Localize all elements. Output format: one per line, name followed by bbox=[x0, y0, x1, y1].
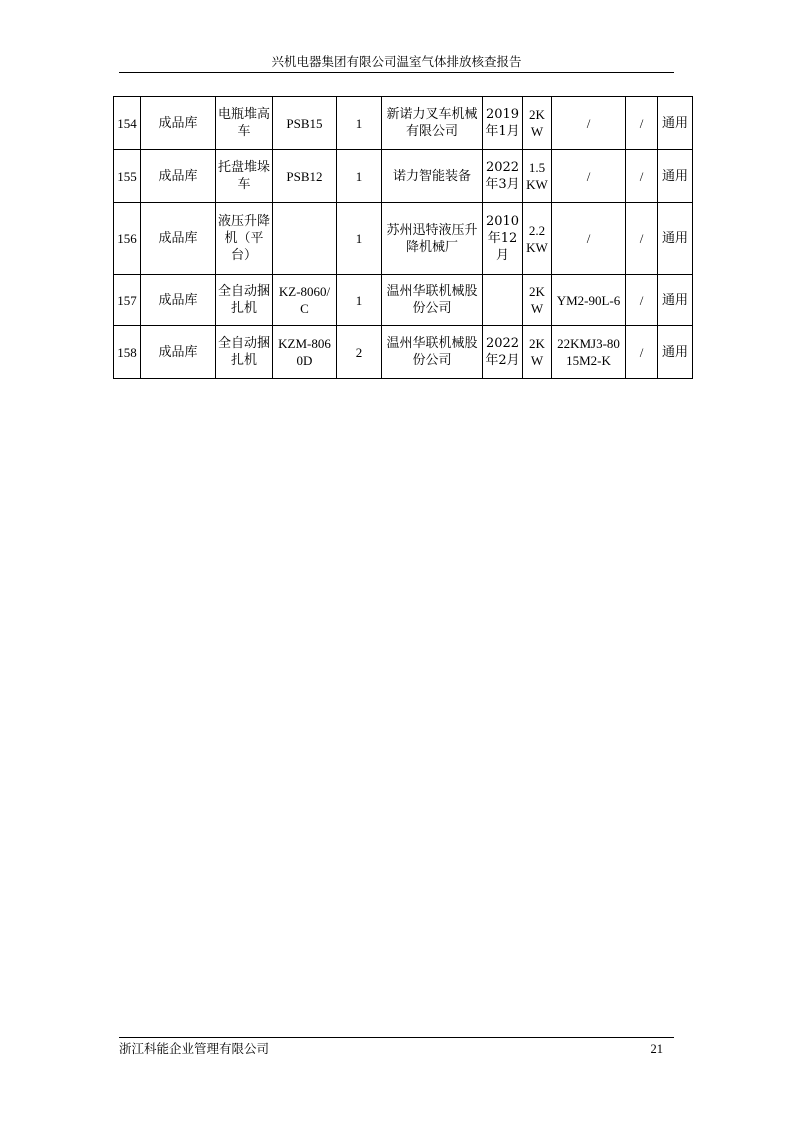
cell-equipment-name: 托盘堆垛车 bbox=[216, 150, 273, 203]
page-number: 21 bbox=[650, 1042, 663, 1056]
table-row bbox=[114, 275, 693, 326]
cell-manufacturer: 苏州迅特液压升降机械厂 bbox=[382, 203, 483, 275]
cell-no: 154 bbox=[114, 97, 141, 150]
cell-location: 成品库 bbox=[141, 275, 216, 326]
cell-motor-model: / bbox=[552, 150, 626, 203]
cell-usage: 通用 bbox=[658, 203, 693, 275]
cell-manufacturer: 新诺力叉车机械有限公司 bbox=[382, 97, 483, 150]
cell-quantity: 1 bbox=[337, 203, 382, 275]
cell-usage: 通用 bbox=[658, 326, 693, 379]
cell-quantity: 1 bbox=[337, 275, 382, 326]
cell-power: 2KW bbox=[523, 97, 552, 150]
cell-motor-model: / bbox=[552, 97, 626, 150]
cell-extra: / bbox=[626, 97, 658, 150]
cell-location: 成品库 bbox=[141, 203, 216, 275]
table-row bbox=[114, 326, 693, 379]
cell-power: 1.5KW bbox=[523, 150, 552, 203]
cell-motor-model: YM2-90L-6 bbox=[552, 275, 626, 326]
cell-location: 成品库 bbox=[141, 326, 216, 379]
table-row bbox=[114, 150, 693, 203]
cell-model: KZM-8060D bbox=[273, 326, 337, 379]
cell-location: 成品库 bbox=[141, 97, 216, 150]
cell-power: 2KW bbox=[523, 275, 552, 326]
page-header-title: 兴机电器集团有限公司温室气体排放核查报告 bbox=[271, 54, 522, 69]
cell-date: 2022年3月 bbox=[483, 150, 523, 203]
cell-extra: / bbox=[626, 326, 658, 379]
header-rule bbox=[119, 72, 674, 73]
cell-motor-model: / bbox=[552, 203, 626, 275]
cell-equipment-name: 全自动捆扎机 bbox=[216, 275, 273, 326]
cell-equipment-name: 液压升降机（平台） bbox=[216, 203, 273, 275]
cell-model: PSB15 bbox=[273, 97, 337, 150]
cell-quantity: 1 bbox=[337, 97, 382, 150]
cell-power: 2KW bbox=[523, 326, 552, 379]
cell-quantity: 1 bbox=[337, 150, 382, 203]
cell-date: 2019年1月 bbox=[483, 97, 523, 150]
cell-no: 157 bbox=[114, 275, 141, 326]
cell-equipment-name: 全自动捆扎机 bbox=[216, 326, 273, 379]
cell-model: KZ-8060/C bbox=[273, 275, 337, 326]
cell-date: 2022年2月 bbox=[483, 326, 523, 379]
cell-usage: 通用 bbox=[658, 150, 693, 203]
cell-date bbox=[483, 275, 523, 326]
footer-company: 浙江科能企业管理有限公司 bbox=[119, 1041, 270, 1056]
cell-equipment-name: 电瓶堆高车 bbox=[216, 97, 273, 150]
cell-no: 158 bbox=[114, 326, 141, 379]
cell-manufacturer: 温州华联机械股份公司 bbox=[382, 275, 483, 326]
cell-no: 156 bbox=[114, 203, 141, 275]
cell-extra: / bbox=[626, 203, 658, 275]
cell-motor-model: 22KMJ3-8015M2-K bbox=[552, 326, 626, 379]
cell-model: PSB12 bbox=[273, 150, 337, 203]
cell-location: 成品库 bbox=[141, 150, 216, 203]
cell-power: 2.2KW bbox=[523, 203, 552, 275]
cell-usage: 通用 bbox=[658, 275, 693, 326]
cell-model bbox=[273, 203, 337, 275]
cell-extra: / bbox=[626, 150, 658, 203]
cell-usage: 通用 bbox=[658, 97, 693, 150]
cell-quantity: 2 bbox=[337, 326, 382, 379]
cell-date: 2010年12月 bbox=[483, 203, 523, 275]
cell-no: 155 bbox=[114, 150, 141, 203]
cell-extra: / bbox=[626, 275, 658, 326]
table-row bbox=[114, 97, 693, 150]
equipment-table bbox=[113, 96, 693, 379]
footer-rule bbox=[119, 1037, 674, 1038]
cell-manufacturer: 诺力智能装备 bbox=[382, 150, 483, 203]
cell-manufacturer: 温州华联机械股份公司 bbox=[382, 326, 483, 379]
table-row bbox=[114, 203, 693, 275]
